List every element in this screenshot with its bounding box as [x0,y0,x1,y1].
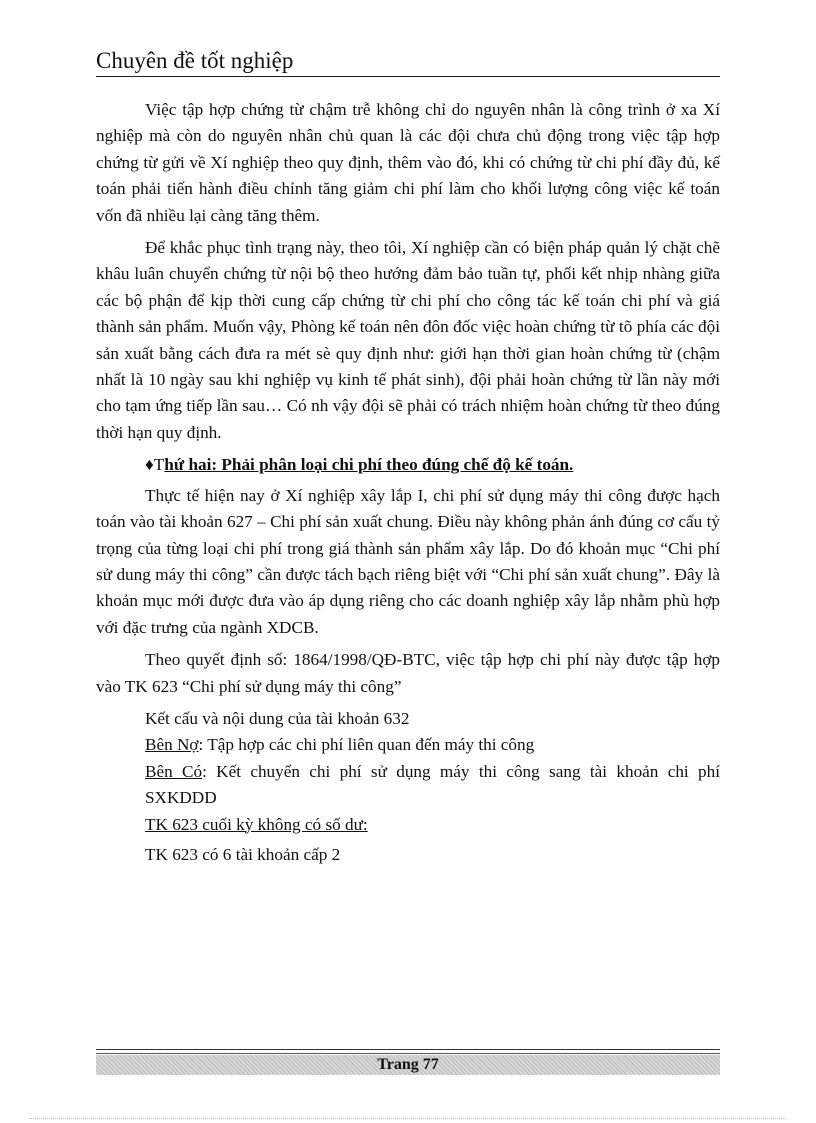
document-body [96,97,720,868]
paragraph-1: Việc tập hợp chứng từ chậm trễ không chỉ do nguyên nhân là công trình ở xa Xí nghiệp mà còn do nguyên nhân chủ quan là các đội chưa chủ động trong việc tập hợp chứng từ gửi về Xí nghiệp theo quy định, thêm vào đó, khi có chứng từ chi phí đầy đủ, kế toán phải tiến hành điều chỉnh tăng giảm chi phí làm cho khối lượng công việc kế toán vốn đã nhiều lại càng tăng thêm. [96,100,720,225]
ben-co-text: : Kết chuyển chi phí sử dụng máy thi công sang tài khoản chi phí SXKDDD [145,761,720,808]
page-header-title: Chuyên đề tốt nghiệp [96,48,294,73]
footer-divider-top [96,1049,720,1050]
paragraph-no-balance [96,812,720,838]
section-heading [96,452,720,478]
ben-no-text: : Tập hợp các chi phí liên quan đến máy thi công [198,735,535,755]
ben-no-label: Bên Nợ [145,735,199,755]
footer-divider-bottom [96,1053,720,1054]
paragraph-ben-no [96,732,720,758]
paragraph-3: Thực tế hiện nay ở Xí nghiệp xây lắp I, chi phí sử dụng máy thi công được hạch toán vào tài khoản 627 – Chi phí sản xuất chung. Điều này không phản ánh đúng cơ cấu tỷ trọng của từng loại chi phí trong giá thành sản phẩm xây lắp. Do đó khoản mục “Chi phí sử dung máy thi công” cần được tách bạch riêng biệt với “Chi phí sản xuất chung”. Đây là khoản mục mới được đưa vào áp dụng riêng cho các doanh nghiệp xây lắp nhằm phù hợp với đặc trưng của ngành XDCB. [96,485,720,637]
paragraph-4: Theo quyết định số: 1864/1998/QĐ-BTC, việc tập hợp chi phí này được tập hợp vào TK 623 “Chi phí sử dụng máy thi công” [96,650,720,696]
paragraph-2: Để khắc phục tình trạng này, theo tôi, Xí nghiệp cần có biện pháp quản lý chặt chẽ khâu luân chuyển chứng từ nội bộ theo hướng đảm bảo tuần tự, phối kết nhịp nhàng giữa các bộ phận để kịp thời cung cấp chứng từ chi phí cho công tác kế toán chi phí và giá thành sản phẩm. Muốn vậy, Phòng kế toán nên đôn đốc việc hoàn chứng từ tõ phía các đội sản xuất bằng cách đưa ra mét sè quy định như: giới hạn thời gian hoàn chứng từ (chậm nhất là 10 ngày sau khi nghiệp vụ kinh tế phát sinh), đội phải hoàn chứng từ lần này mới cho tạm ứng tiếp lần sau… Có nh vậy đội sẽ phải có trách nhiệm hoàn chứng từ theo đúng thời hạn quy định. [96,238,720,442]
no-balance-text: TK 623 cuối kỳ không có số dư: [145,814,368,834]
paragraph-5: Kết cấu và nội dung của tài khoản 632 [145,708,410,728]
paragraph-ben-co [96,759,720,812]
heading-text: hứ hai: Phải phân loại chi phí theo đúng chế độ kế toán. [164,455,574,475]
header-divider [96,76,720,77]
ben-co-label: Bên Có [145,761,203,781]
paragraph-sub-accounts: TK 623 có 6 tài khoản cấp 2 [145,844,341,864]
page-bottom-border [30,1118,786,1119]
heading-bullet: ♦T [145,455,165,475]
page-number: Trang 77 [96,1055,720,1075]
